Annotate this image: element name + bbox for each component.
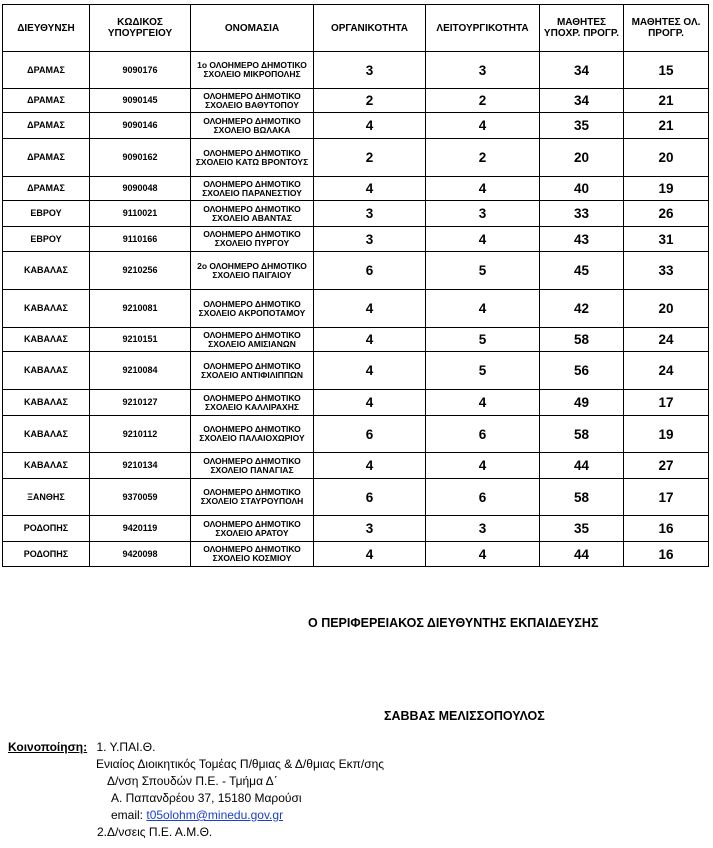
school-name-cell: ΟΛΟΗΜΕΡΟ ΔΗΜΟΤΙΚΟ ΣΧΟΛΕΙΟ ΚΟΣΜΙΟΥ — [191, 542, 314, 567]
students-compulsory-cell: 49 — [540, 390, 624, 416]
school-name-cell: ΟΛΟΗΜΕΡΟ ΔΗΜΟΤΙΚΟ ΣΧΟΛΕΙΟ ΑΡΑΤΟΥ — [191, 516, 314, 542]
organic-capacity-cell: 6 — [314, 479, 426, 516]
directorate-cell: ΕΒΡΟΥ — [3, 227, 90, 252]
operational-capacity-cell: 2 — [426, 89, 540, 113]
directorate-cell: ΚΑΒΑΛΑΣ — [3, 416, 90, 453]
ministry-code-cell: 9110021 — [90, 201, 191, 227]
notification-email-line — [111, 808, 283, 822]
notification-item1-line4: Α. Παπανδρέου 37, 15180 Μαρούσι — [111, 791, 302, 805]
organic-capacity-cell: 2 — [314, 139, 426, 177]
students-allday-cell: 33 — [624, 252, 709, 290]
directorate-cell: ΚΑΒΑΛΑΣ — [3, 453, 90, 479]
ministry-code-cell: 9210112 — [90, 416, 191, 453]
students-compulsory-cell: 34 — [540, 52, 624, 89]
operational-capacity-cell: 4 — [426, 390, 540, 416]
students-allday-cell: 15 — [624, 52, 709, 89]
directorate-cell: ΚΑΒΑΛΑΣ — [3, 290, 90, 328]
students-compulsory-cell: 42 — [540, 290, 624, 328]
school-name-cell: 1ο ΟΛΟΗΜΕΡΟ ΔΗΜΟΤΙΚΟ ΣΧΟΛΕΙΟ ΜΙΚΡΟΠΟΛΗΣ — [191, 52, 314, 89]
schools-table — [2, 4, 709, 567]
ministry-code-cell: 9210084 — [90, 352, 191, 390]
operational-capacity-cell: 4 — [426, 113, 540, 139]
directorate-cell: ΔΡΑΜΑΣ — [3, 177, 90, 201]
students-allday-cell: 24 — [624, 352, 709, 390]
organic-capacity-cell: 3 — [314, 201, 426, 227]
table-row — [3, 227, 709, 252]
school-name-cell: ΟΛΟΗΜΕΡΟ ΔΗΜΟΤΙΚΟ ΣΧΟΛΕΙΟ ΠΑΛΑΙΟΧΩΡΙΟΥ — [191, 416, 314, 453]
ministry-code-cell: 9210256 — [90, 252, 191, 290]
students-compulsory-cell: 58 — [540, 328, 624, 352]
directorate-cell: ΕΒΡΟΥ — [3, 201, 90, 227]
organic-capacity-cell: 3 — [314, 516, 426, 542]
school-name-cell: 2ο ΟΛΟΗΜΕΡΟ ΔΗΜΟΤΙΚΟ ΣΧΟΛΕΙΟ ΠΑΙΓΑΙΟΥ — [191, 252, 314, 290]
directorate-cell: ΚΑΒΑΛΑΣ — [3, 328, 90, 352]
students-allday-cell: 17 — [624, 390, 709, 416]
header-operational-capacity: ΛΕΙΤΟΥΡΓΙΚΟΤΗΤΑ — [426, 5, 540, 52]
directorate-cell: ΞΑΝΘΗΣ — [3, 479, 90, 516]
notification-item1-number: 1. — [96, 740, 107, 754]
school-name-cell: ΟΛΟΗΜΕΡΟ ΔΗΜΟΤΙΚΟ ΣΧΟΛΕΙΟ ΑΝΤΙΦΙΛΙΠΠΩΝ — [191, 352, 314, 390]
operational-capacity-cell: 3 — [426, 201, 540, 227]
header-directorate: ΔΙΕΥΘΥΝΣΗ — [3, 5, 90, 52]
table-row — [3, 328, 709, 352]
ministry-code-cell: 9090162 — [90, 139, 191, 177]
organic-capacity-cell: 4 — [314, 542, 426, 567]
school-name-cell: ΟΛΟΗΜΕΡΟ ΔΗΜΟΤΙΚΟ ΣΧΟΛΕΙΟ ΠΑΡΑΝΕΣΤΙΟΥ — [191, 177, 314, 201]
table-row — [3, 416, 709, 453]
students-allday-cell: 24 — [624, 328, 709, 352]
organic-capacity-cell: 2 — [314, 89, 426, 113]
students-compulsory-cell: 56 — [540, 352, 624, 390]
table-row — [3, 479, 709, 516]
students-compulsory-cell: 43 — [540, 227, 624, 252]
ministry-code-cell: 9090048 — [90, 177, 191, 201]
notification-label: Κοινοποίηση: — [8, 740, 88, 754]
organic-capacity-cell: 4 — [314, 390, 426, 416]
school-name-cell: ΟΛΟΗΜΕΡΟ ΔΗΜΟΤΙΚΟ ΣΧΟΛΕΙΟ ΚΑΛΛΙΡΑΧΗΣ — [191, 390, 314, 416]
ministry-code-cell: 9210134 — [90, 453, 191, 479]
ministry-code-cell: 9420098 — [90, 542, 191, 567]
directorate-cell: ΚΑΒΑΛΑΣ — [3, 390, 90, 416]
organic-capacity-cell: 3 — [314, 52, 426, 89]
notification-item1-org: Υ.ΠΑΙ.Θ. — [109, 740, 156, 754]
students-compulsory-cell: 33 — [540, 201, 624, 227]
school-name-cell: ΟΛΟΗΜΕΡΟ ΔΗΜΟΤΙΚΟ ΣΧΟΛΕΙΟ ΣΤΑΥΡΟΥΠΟΛΗ — [191, 479, 314, 516]
operational-capacity-cell: 4 — [426, 227, 540, 252]
organic-capacity-cell: 4 — [314, 352, 426, 390]
organic-capacity-cell: 4 — [314, 290, 426, 328]
table-row — [3, 542, 709, 567]
school-name-cell: ΟΛΟΗΜΕΡΟ ΔΗΜΟΤΙΚΟ ΣΧΟΛΕΙΟ ΑΚΡΟΠΟΤΑΜΟΥ — [191, 290, 314, 328]
students-compulsory-cell: 35 — [540, 113, 624, 139]
email-label: email: — [111, 808, 144, 822]
table-row — [3, 52, 709, 89]
students-allday-cell: 20 — [624, 139, 709, 177]
table-row — [3, 139, 709, 177]
students-allday-cell: 16 — [624, 542, 709, 567]
header-school-name: ΟΝΟΜΑΣΙΑ — [191, 5, 314, 52]
school-name-cell: ΟΛΟΗΜΕΡΟ ΔΗΜΟΤΙΚΟ ΣΧΟΛΕΙΟ ΑΜΙΣΙΑΝΩΝ — [191, 328, 314, 352]
ministry-code-cell: 9090145 — [90, 89, 191, 113]
operational-capacity-cell: 5 — [426, 252, 540, 290]
students-allday-cell: 19 — [624, 177, 709, 201]
table-row — [3, 201, 709, 227]
students-allday-cell: 31 — [624, 227, 709, 252]
operational-capacity-cell: 2 — [426, 139, 540, 177]
students-compulsory-cell: 58 — [540, 416, 624, 453]
students-compulsory-cell: 34 — [540, 89, 624, 113]
students-allday-cell: 27 — [624, 453, 709, 479]
operational-capacity-cell: 6 — [426, 416, 540, 453]
ministry-code-cell: 9210081 — [90, 290, 191, 328]
directorate-cell: ΚΑΒΑΛΑΣ — [3, 252, 90, 290]
table-row — [3, 113, 709, 139]
table-header-row — [3, 5, 709, 52]
email-link[interactable]: t05olohm@minedu.gov.gr — [146, 808, 284, 822]
students-allday-cell: 21 — [624, 113, 709, 139]
organic-capacity-cell: 4 — [314, 113, 426, 139]
school-name-cell: ΟΛΟΗΜΕΡΟ ΔΗΜΟΤΙΚΟ ΣΧΟΛΕΙΟ ΒΑΘΥΤΟΠΟΥ — [191, 89, 314, 113]
students-compulsory-cell: 44 — [540, 453, 624, 479]
directorate-cell: ΡΟΔΟΠΗΣ — [3, 542, 90, 567]
table-row — [3, 290, 709, 328]
table-row — [3, 390, 709, 416]
students-allday-cell: 21 — [624, 89, 709, 113]
table-row — [3, 453, 709, 479]
school-name-cell: ΟΛΟΗΜΕΡΟ ΔΗΜΟΤΙΚΟ ΣΧΟΛΕΙΟ ΠΥΡΓΟΥ — [191, 227, 314, 252]
ministry-code-cell: 9210127 — [90, 390, 191, 416]
students-allday-cell: 16 — [624, 516, 709, 542]
directorate-cell: ΔΡΑΜΑΣ — [3, 89, 90, 113]
directorate-cell: ΔΡΑΜΑΣ — [3, 139, 90, 177]
notification-block — [8, 740, 155, 754]
organic-capacity-cell: 6 — [314, 252, 426, 290]
ministry-code-cell: 9110166 — [90, 227, 191, 252]
directorate-cell: ΔΡΑΜΑΣ — [3, 52, 90, 89]
signer-title: Ο ΠΕΡΙΦΕΡΕΙΑΚΟΣ ΔΙΕΥΘΥΝΤΗΣ ΕΚΠΑΙΔΕΥΣΗΣ — [308, 616, 599, 630]
organic-capacity-cell: 6 — [314, 416, 426, 453]
notification-item1-line3: Δ/νση Σπουδών Π.Ε. - Τμήμα Δ΄ — [107, 774, 278, 788]
header-ministry-code: ΚΩΔΙΚΟΣ ΥΠΟΥΡΓΕΙΟΥ — [90, 5, 191, 52]
table-row — [3, 352, 709, 390]
students-allday-cell: 19 — [624, 416, 709, 453]
ministry-code-cell: 9210151 — [90, 328, 191, 352]
table-row — [3, 177, 709, 201]
table-body — [3, 52, 709, 567]
organic-capacity-cell: 3 — [314, 227, 426, 252]
header-students-allday: ΜΑΘΗΤΕΣ ΟΛ. ΠΡΟΓΡ. — [624, 5, 709, 52]
school-name-cell: ΟΛΟΗΜΕΡΟ ΔΗΜΟΤΙΚΟ ΣΧΟΛΕΙΟ ΑΒΑΝΤΑΣ — [191, 201, 314, 227]
operational-capacity-cell: 5 — [426, 352, 540, 390]
header-organic-capacity: ΟΡΓΑΝΙΚΟΤΗΤΑ — [314, 5, 426, 52]
students-compulsory-cell: 45 — [540, 252, 624, 290]
organic-capacity-cell: 4 — [314, 328, 426, 352]
operational-capacity-cell: 4 — [426, 290, 540, 328]
organic-capacity-cell: 4 — [314, 177, 426, 201]
operational-capacity-cell: 4 — [426, 177, 540, 201]
directorate-cell: ΡΟΔΟΠΗΣ — [3, 516, 90, 542]
ministry-code-cell: 9420119 — [90, 516, 191, 542]
students-compulsory-cell: 58 — [540, 479, 624, 516]
ministry-code-cell: 9090146 — [90, 113, 191, 139]
table-row — [3, 252, 709, 290]
directorate-cell: ΔΡΑΜΑΣ — [3, 113, 90, 139]
operational-capacity-cell: 3 — [426, 516, 540, 542]
operational-capacity-cell: 6 — [426, 479, 540, 516]
operational-capacity-cell: 4 — [426, 453, 540, 479]
students-allday-cell: 20 — [624, 290, 709, 328]
operational-capacity-cell: 3 — [426, 52, 540, 89]
operational-capacity-cell: 5 — [426, 328, 540, 352]
ministry-code-cell: 9090176 — [90, 52, 191, 89]
students-compulsory-cell: 35 — [540, 516, 624, 542]
header-students-compulsory: ΜΑΘΗΤΕΣ ΥΠΟΧΡ. ΠΡΟΓΡ. — [540, 5, 624, 52]
notification-item2: 2.Δ/νσεις Π.Ε. Α.Μ.Θ. — [97, 825, 213, 839]
school-name-cell: ΟΛΟΗΜΕΡΟ ΔΗΜΟΤΙΚΟ ΣΧΟΛΕΙΟ ΚΑΤΩ ΒΡΟΝΤΟΥΣ — [191, 139, 314, 177]
students-compulsory-cell: 40 — [540, 177, 624, 201]
students-allday-cell: 17 — [624, 479, 709, 516]
organic-capacity-cell: 4 — [314, 453, 426, 479]
signer-name: ΣΑΒΒΑΣ ΜΕΛΙΣΣΟΠΟΥΛΟΣ — [384, 709, 545, 723]
school-name-cell: ΟΛΟΗΜΕΡΟ ΔΗΜΟΤΙΚΟ ΣΧΟΛΕΙΟ ΒΩΛΑΚΑ — [191, 113, 314, 139]
notification-item1-line2: Ενιαίος Διοικητικός Τομέας Π/θμιας & Δ/θμιας Εκπ/σης — [96, 757, 385, 771]
table-row — [3, 516, 709, 542]
ministry-code-cell: 9370059 — [90, 479, 191, 516]
operational-capacity-cell: 4 — [426, 542, 540, 567]
table-row — [3, 89, 709, 113]
students-compulsory-cell: 44 — [540, 542, 624, 567]
students-allday-cell: 26 — [624, 201, 709, 227]
school-name-cell: ΟΛΟΗΜΕΡΟ ΔΗΜΟΤΙΚΟ ΣΧΟΛΕΙΟ ΠΑΝΑΓΙΑΣ — [191, 453, 314, 479]
students-compulsory-cell: 20 — [540, 139, 624, 177]
directorate-cell: ΚΑΒΑΛΑΣ — [3, 352, 90, 390]
